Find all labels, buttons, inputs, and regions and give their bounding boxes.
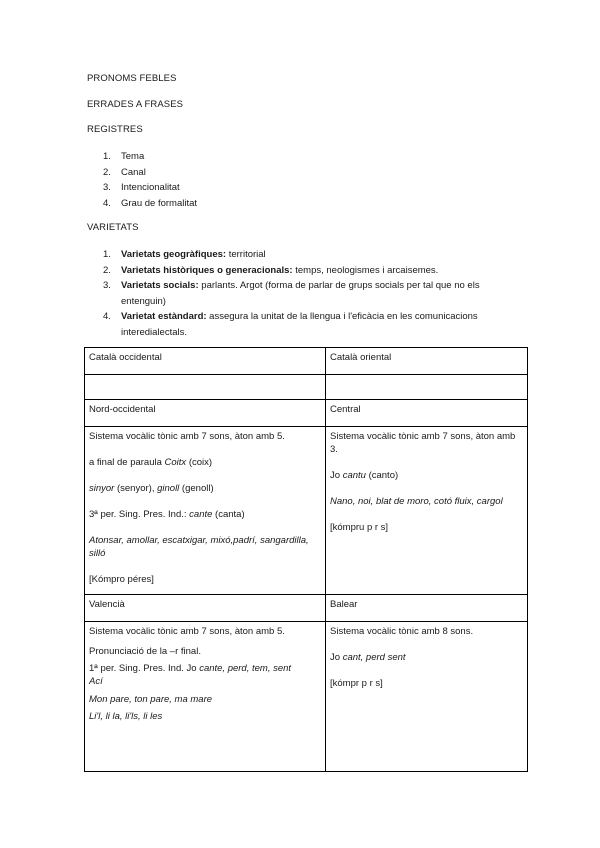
- cell-balear-title: Balear: [326, 595, 528, 622]
- cell-central-content: Sistema vocàlic tònic amb 7 sons, àton amb 3. Jo cantu (canto) Nano, noi, blat de moro, cotó fluix, cargol [kómpru p r s]: [326, 427, 528, 595]
- cell-valencia-content: Sistema vocàlic tònic amb 7 sons, àton amb 5. Pronunciació de la –r final. 1ª per. Sing. Pres. Ind. Jo cante, perd, tem, sent Ací Mon pare, ton pare, ma mare Li'l, li la, li'ls, li les: [85, 622, 326, 772]
- empty-cell: [326, 375, 528, 400]
- heading-varietats: VARIETATS: [87, 222, 139, 233]
- empty-cell: [85, 375, 326, 400]
- list-item: 2. Canal: [103, 166, 146, 178]
- cell-balear-content: Sistema vocàlic tònic amb 8 sons. Jo cant, perd sent [kómpr p r s]: [326, 622, 528, 772]
- varietats-list: [87, 247, 507, 340]
- list-item: 1. Varietats geogràfiques: territorial: [103, 249, 266, 260]
- list-item: 1. Tema: [103, 151, 145, 162]
- cell-nord-occidental-content: Sistema vocàlic tònic amb 7 sons, àton amb 5. a final de paraula Coitx (coix) sinyor (senyor), ginoll (genoll) 3ª per. Sing. Pres. Ind.: cante (canta) Atonsar, amollar, escatxigar, mixó,padrí, sangardilla, silló [Kómpro péres]: [85, 427, 326, 595]
- header-cell-oriental: Català oriental: [326, 348, 528, 375]
- cell-valencia-title: Valencià: [85, 595, 326, 622]
- list-item: 4. Varietat estàndard: assegura la unitat de la llengua i l'eficàcia en les comunicacions interedialectals.: [103, 311, 478, 338]
- dialects-table: [84, 347, 528, 772]
- list-item: 2. Varietats històriques o generacionals: temps, neologismes i arcaisemes.: [103, 264, 439, 276]
- cell-central-title: Central: [326, 400, 528, 427]
- list-item: 3. Varietats socials: parlants. Argot (forma de parlar de grups socials per tal que no els entenguin): [103, 280, 480, 307]
- list-item: 4. Grau de formalitat: [103, 197, 198, 209]
- heading-registres: REGISTRES: [87, 124, 143, 135]
- heading-errades-frases: ERRADES A FRASES: [87, 99, 184, 110]
- heading-pronoms-febles: PRONOMS FEBLES: [87, 73, 177, 84]
- list-item: 3. Intencionalitat: [103, 182, 180, 193]
- header-cell-occidental: Català occidental: [85, 348, 326, 375]
- registres-list: [87, 149, 507, 211]
- cell-nord-occidental-title: Nord-occidental: [85, 400, 326, 427]
